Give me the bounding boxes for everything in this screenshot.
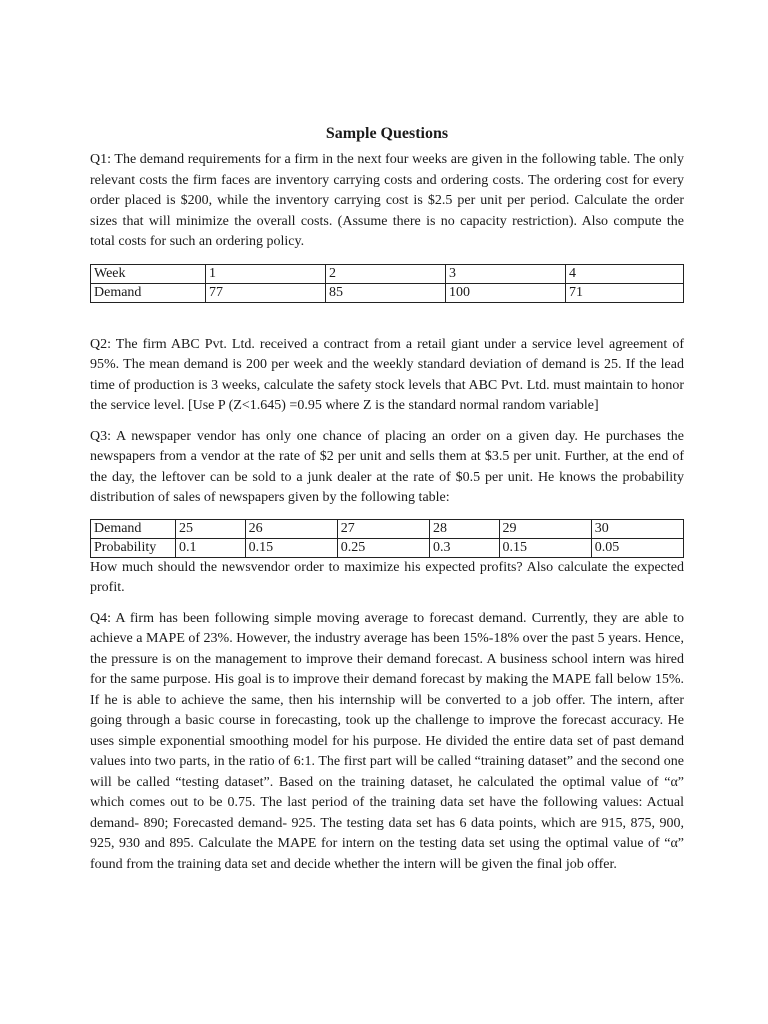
table-cell: 1	[206, 264, 326, 283]
table-row	[91, 264, 684, 283]
table-cell: 4	[566, 264, 684, 283]
table-cell: 0.15	[245, 538, 337, 557]
table-cell: 85	[326, 283, 446, 302]
table-cell: 3	[446, 264, 566, 283]
table-cell: 77	[206, 283, 326, 302]
question-3-followup: How much should the newsvendor order to maximize his expected profits? Also calculate the expected profit.	[90, 559, 684, 595]
question-1-text: Q1: The demand requirements for a firm in the next four weeks are given in the following table. The only relevant costs the firm faces are inventory carrying costs and ordering costs. The ordering cost for every order placed is $200, while the inventory carrying cost is $2.5 per unit per period. Calculate the order sizes that will minimize the overall costs. (Assume there is no capacity restriction). Also compute the total costs for such an ordering policy.	[90, 152, 684, 249]
table-row	[91, 519, 684, 538]
table-row	[91, 538, 684, 557]
table-cell: 30	[591, 519, 683, 538]
probability-distribution-table	[90, 519, 684, 558]
table-cell: Demand	[91, 283, 206, 302]
page-title: Sample Questions	[325, 125, 449, 142]
question-4-text: Q4: A firm has been following simple moving average to forecast demand. Currently, they are able to achieve a MAPE of 23%. However, the industry average has been 15%-18% over the past 5 years. Hence, the pressure is on the management to improve their demand forecast. A business school intern was hired for the same purpose. His goal is to improve their demand forecast by making the MAPE fall below 15%. If he is able to achieve the same, then his internship will be converted to a job offer. The intern, after going through a basic course in forecasting, took up the challenge to improve the forecast accuracy. He uses simple exponential smoothing model for his purpose. He divided the entire data set of past demand values into two parts, in the ratio of 6:1. The first part will be called “training dataset” and the second one will be called “testing dataset”. Based on the training dataset, he calculated the optimal value of “α” which comes out to be 0.75. The last period of the training data set have the following values: Actual demand- 890; Forecasted demand- 925. The testing data set has 6 data points, which are 915, 875, 900, 925, 930 and 895. Calculate the MAPE for intern on the testing data set using the optimal value of “α” found from the training data set and decide whether the intern will be given the final job offer.	[90, 610, 684, 872]
table-cell: 2	[326, 264, 446, 283]
table-cell: 29	[499, 519, 591, 538]
table-cell: 0.05	[591, 538, 683, 557]
table-cell: 0.3	[429, 538, 499, 557]
table-cell: 100	[446, 283, 566, 302]
document-content	[90, 124, 684, 875]
question-2-text: Q2: The firm ABC Pvt. Ltd. received a contract from a retail giant under a service level agreement of 95%. The mean demand is 200 per week and the weekly standard deviation of demand is 25. If the lead time of production is 3 weeks, calculate the safety stock levels that ABC Pvt. Ltd. must maintain to honor the service level. [Use P (Z<1.645) =0.95 where Z is the standard normal random variable]	[90, 336, 684, 413]
weekly-demand-table	[90, 264, 684, 303]
table-cell: Probability	[91, 538, 176, 557]
table-cell: 28	[429, 519, 499, 538]
table-cell: 0.1	[176, 538, 246, 557]
table-cell: 0.25	[337, 538, 429, 557]
table-cell: 71	[566, 283, 684, 302]
table-cell: Demand	[91, 519, 176, 538]
table-cell: 0.15	[499, 538, 591, 557]
table-row	[91, 283, 684, 302]
table-cell: 27	[337, 519, 429, 538]
table-cell: Week	[91, 264, 206, 283]
table-cell: 26	[245, 519, 337, 538]
table-cell: 25	[176, 519, 246, 538]
question-3-text: Q3: A newspaper vendor has only one chance of placing an order on a given day. He purchases the newspapers from a vendor at the rate of $2 per unit and sells them at $3.5 per unit. Further, at the end of the day, the leftover can be sold to a junk dealer at the rate of $0.5 per unit. He knows the probability distribution of sales of newspapers given by the following table:	[90, 428, 684, 505]
